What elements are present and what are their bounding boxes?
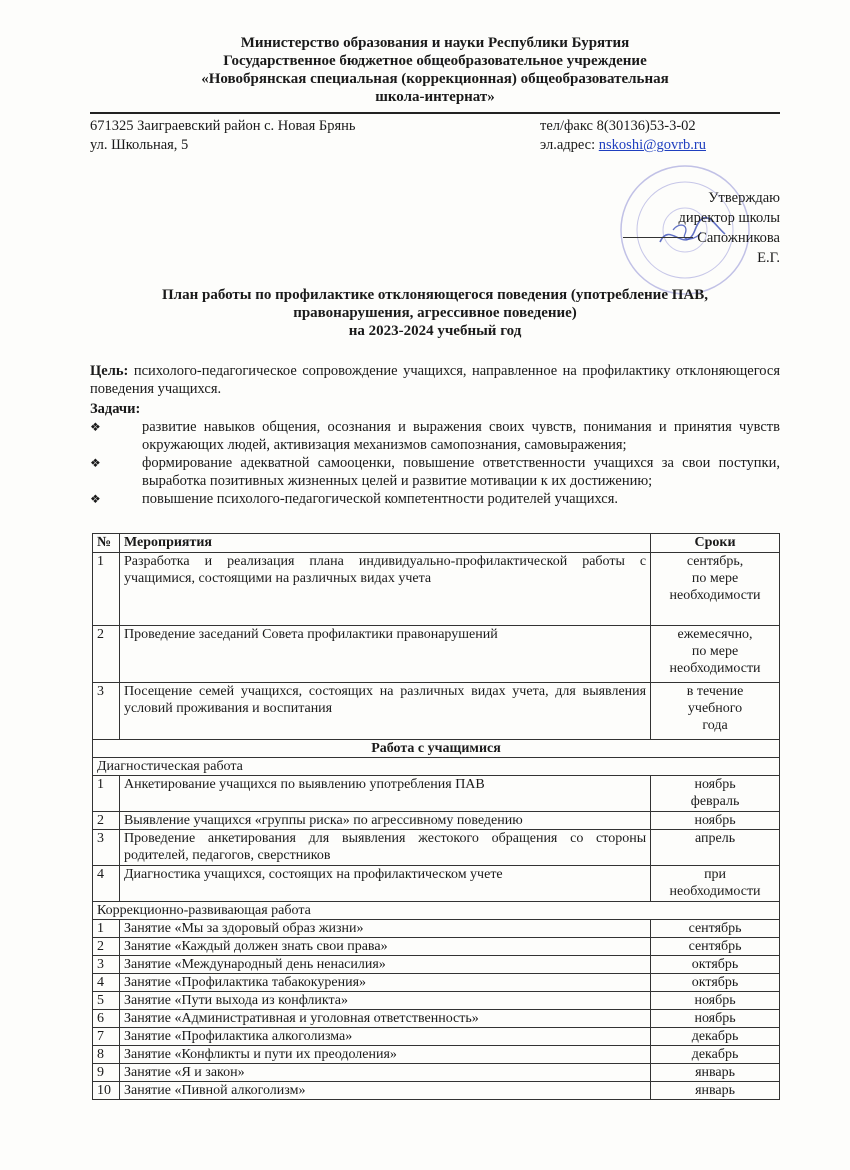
row-dates: октябрь xyxy=(651,956,780,974)
task-item xyxy=(90,490,780,508)
plan-title-line-2: правонарушения, агрессивное поведение) xyxy=(293,305,577,321)
contact-info xyxy=(540,117,706,155)
row-number: 6 xyxy=(93,1010,120,1028)
approval-position: директор школы xyxy=(678,210,780,226)
goal-text: психолого-педагогическое сопровождение учащихся, направленное на профилактику отклоняющегося поведения учащихся. xyxy=(90,363,781,397)
row-activity: Занятие «Международный день ненасилия» xyxy=(119,956,650,974)
table-row xyxy=(93,1028,780,1046)
row-dates: ноябрь xyxy=(651,812,780,830)
approval-block xyxy=(600,188,780,268)
row-number: 4 xyxy=(93,866,120,902)
row-number: 2 xyxy=(93,626,120,683)
table-row xyxy=(93,830,780,866)
bullet-icon: ❖ xyxy=(90,420,101,434)
table-row xyxy=(93,812,780,830)
bullet-icon: ❖ xyxy=(90,492,101,506)
row-number: 1 xyxy=(93,776,120,812)
row-activity: Разработка и реализация плана индивидуально-профилактической работы с учащимися, состоящими на различных видах учета xyxy=(119,553,650,626)
table-row xyxy=(93,920,780,938)
header-ministry: Министерство образования и науки Республики Бурятия xyxy=(240,35,630,51)
row-activity: Занятие «Пути выхода из конфликта» xyxy=(119,992,650,1010)
email-label: эл.адрес: xyxy=(540,137,599,153)
goals-section xyxy=(90,362,780,508)
table-row xyxy=(93,974,780,992)
row-number: 2 xyxy=(93,812,120,830)
row-dates: при необходимости xyxy=(651,866,780,902)
plan-title-line-1: План работы по профилактике отклоняющегося поведения (употребление ПАВ, xyxy=(162,287,708,303)
row-dates: декабрь xyxy=(651,1046,780,1064)
task-item xyxy=(90,418,780,454)
row-dates: декабрь xyxy=(651,1028,780,1046)
header-institution-type: Государственное бюджетное общеобразовательное учреждение xyxy=(223,53,647,69)
organization-header xyxy=(90,34,780,106)
subsection-diagnostic: Диагностическая работа xyxy=(93,758,780,776)
row-activity: Занятие «Мы за здоровый образ жизни» xyxy=(119,920,650,938)
address-line-1: 671325 Заиграевский район с. Новая Брянь xyxy=(90,118,356,134)
row-activity: Занятие «Каждый должен знать свои права» xyxy=(119,938,650,956)
approval-word: Утверждаю xyxy=(708,190,780,206)
row-dates: сентябрь, по мере необходимости xyxy=(651,553,780,626)
plan-title-line-3: на 2023-2024 учебный год xyxy=(348,323,522,339)
table-row xyxy=(93,776,780,812)
table-row xyxy=(93,956,780,974)
row-activity: Занятие «Конфликты и пути их преодоления» xyxy=(119,1046,650,1064)
bullet-icon: ❖ xyxy=(90,456,101,470)
row-number: 8 xyxy=(93,1046,120,1064)
col-header-dates: Сроки xyxy=(651,534,780,553)
task-text: формирование адекватной самооценки, повышение ответственности учащихся за свои поступки, выработка позитивных жизненных целей и развитие мотивации к их достижению; xyxy=(142,455,780,489)
row-activity: Диагностика учащихся, состоящих на профилактическом учете xyxy=(119,866,650,902)
row-number: 2 xyxy=(93,938,120,956)
subsection-correctional-row xyxy=(93,902,780,920)
email-line xyxy=(540,136,706,155)
row-number: 9 xyxy=(93,1064,120,1082)
row-activity: Посещение семей учащихся, состоящих на различных видах учета, для выявления условий проживания и воспитания xyxy=(119,683,650,740)
row-number: 3 xyxy=(93,956,120,974)
signature-line xyxy=(623,237,693,238)
row-activity: Выявление учащихся «группы риска» по агрессивному поведению xyxy=(119,812,650,830)
row-number: 10 xyxy=(93,1082,120,1100)
row-activity: Занятие «Профилактика табакокурения» xyxy=(119,974,650,992)
table-row xyxy=(93,626,780,683)
table-row xyxy=(93,1064,780,1082)
row-dates: сентябрь xyxy=(651,938,780,956)
row-dates: ноябрь xyxy=(651,1010,780,1028)
row-dates: ежемесячно, по мере необходимости xyxy=(651,626,780,683)
row-dates: апрель xyxy=(651,830,780,866)
row-number: 5 xyxy=(93,992,120,1010)
row-activity: Занятие «Я и закон» xyxy=(119,1064,650,1082)
row-dates: ноябрь xyxy=(651,992,780,1010)
task-text: развитие навыков общения, осознания и выражения своих чувств, понимания и принятия чувств окружающих людей, активизация механизмов самопознания, самовыражения; xyxy=(142,419,780,453)
table-row xyxy=(93,1010,780,1028)
row-activity: Анкетирование учащихся по выявлению употребления ПАВ xyxy=(119,776,650,812)
row-dates: в течение учебного года xyxy=(651,683,780,740)
plan-title xyxy=(90,286,780,340)
row-activity: Занятие «Профилактика алкоголизма» xyxy=(119,1028,650,1046)
email-link[interactable]: nskoshi@govrb.ru xyxy=(598,137,706,153)
col-header-number: № xyxy=(93,534,120,553)
table-row xyxy=(93,992,780,1010)
address-line-2: ул. Школьная, 5 xyxy=(90,137,189,153)
table-row xyxy=(93,866,780,902)
header-school-name: «Новобрянская специальная (коррекционная) общеобразовательная xyxy=(201,71,669,87)
task-text: повышение психолого-педагогической компетентности родителей учащихся. xyxy=(142,491,619,507)
section-title-students-row xyxy=(93,740,780,758)
row-activity: Занятие «Пивной алкоголизм» xyxy=(119,1082,650,1100)
row-dates: сентябрь xyxy=(651,920,780,938)
row-dates: октябрь xyxy=(651,974,780,992)
task-item xyxy=(90,454,780,490)
table-row xyxy=(93,1046,780,1064)
row-activity: Проведение анкетирования для выявления жестокого обращения со стороны родителей, педагогов, сверстников xyxy=(119,830,650,866)
section-title-students: Работа с учащимися xyxy=(93,740,780,758)
table-row xyxy=(93,553,780,626)
col-header-activity: Мероприятия xyxy=(119,534,650,553)
goal-label: Цель: xyxy=(90,363,129,379)
row-number: 3 xyxy=(93,830,120,866)
row-number: 4 xyxy=(93,974,120,992)
row-dates: январь xyxy=(651,1082,780,1100)
row-dates: ноябрь февраль xyxy=(651,776,780,812)
table-row xyxy=(93,938,780,956)
header-school-name-cont: школа-интернат» xyxy=(375,89,495,105)
goal-paragraph xyxy=(90,362,780,398)
table-row xyxy=(93,683,780,740)
row-activity: Проведение заседаний Совета профилактики правонарушений xyxy=(119,626,650,683)
subsection-diagnostic-row xyxy=(93,758,780,776)
table-row xyxy=(93,1082,780,1100)
row-number: 3 xyxy=(93,683,120,740)
director-name: Сапожникова Е.Г. xyxy=(697,230,780,266)
phone-fax: тел/факс 8(30136)53-3-02 xyxy=(540,118,696,134)
activities-table xyxy=(92,533,780,1100)
row-number: 1 xyxy=(93,920,120,938)
header-divider xyxy=(90,112,780,114)
subsection-correctional: Коррекционно-развивающая работа xyxy=(93,902,780,920)
approval-signature xyxy=(600,228,780,268)
tasks-label: Задачи: xyxy=(90,401,141,417)
table-header-row xyxy=(93,534,780,553)
row-activity: Занятие «Административная и уголовная ответственность» xyxy=(119,1010,650,1028)
row-dates: январь xyxy=(651,1064,780,1082)
postal-address xyxy=(90,117,356,155)
row-number: 7 xyxy=(93,1028,120,1046)
row-number: 1 xyxy=(93,553,120,626)
